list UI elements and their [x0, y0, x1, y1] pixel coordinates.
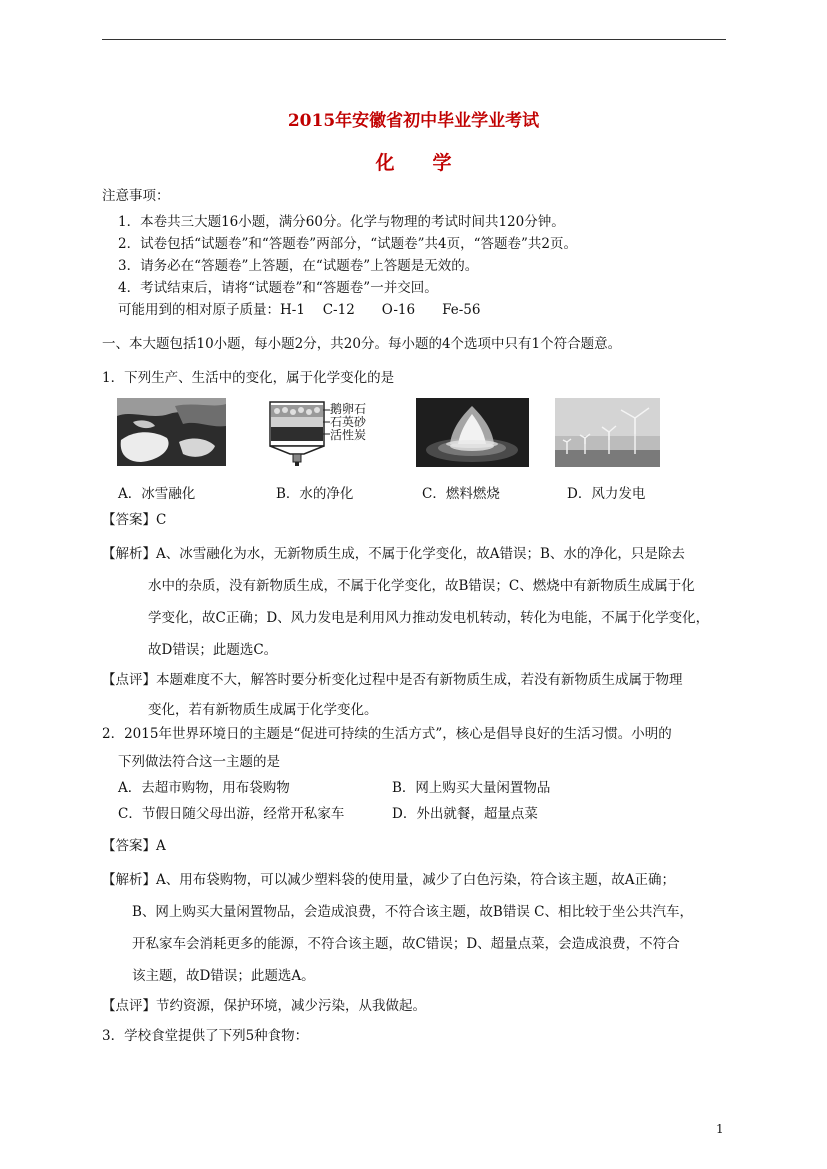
q1-option-b: B．水的净化: [276, 486, 354, 502]
q1-answer: 【答案】C: [102, 512, 167, 528]
filter-label-quartz-sand: 石英砂: [330, 415, 367, 429]
question-1-stem: 1．下列生产、生活中的变化，属于化学变化的是: [102, 370, 395, 386]
notice-item: 1．本卷共三大题16小题，满分60分。化学与物理的考试时间共120分钟。: [118, 214, 565, 230]
q1-analysis-line: 学变化，故C正确；D、风力发电是利用风力推动发电机转动，转化为电能，不属于化学变化，: [148, 610, 710, 626]
q2-analysis-line: B、网上购买大量闲置物品，会造成浪费，不符合该主题，故B错误 C、相比较于坐公共汽车，: [132, 904, 693, 920]
q1-analysis-line: 水中的杂质，没有新物质生成，不属于化学变化，故B错误；C、燃烧中有新物质生成属于化: [148, 578, 695, 594]
q2-answer: 【答案】A: [102, 838, 166, 854]
subject-title: 化学: [375, 152, 490, 174]
question-2-stem: 下列做法符合这一主题的是: [118, 754, 280, 770]
exam-title: 2015年安徽省初中毕业学业考试: [287, 111, 540, 131]
wind-turbines-image: [555, 398, 660, 467]
section-1-heading: 一、本大题包括10小题，每小题2分，共20分。每小题的4个选项中只有1个符合题意。: [102, 336, 622, 352]
header-rule: [102, 39, 726, 40]
ice-melting-image: [117, 398, 226, 466]
gas-flame-image: [416, 398, 529, 467]
q2-option-a: A．去超市购物，用布袋购物: [118, 780, 290, 796]
notice-item: 4．考试结束后，请将“试题卷”和“答题卷”一并交回。: [118, 280, 438, 296]
q1-option-d: D．风力发电: [567, 486, 646, 502]
water-filter-diagram: [268, 398, 380, 470]
q2-analysis-line: 该主题，故D错误；此题选A。: [132, 968, 315, 984]
question-2-stem: 2．2015年世界环境日的主题是“促进可持续的生活方式”，核心是倡导良好的生活习惯。小明的: [102, 726, 672, 742]
q1-comment-line: 【点评】本题难度不大，解答时要分析变化过程中是否有新物质生成，若没有新物质生成属于物理: [102, 672, 683, 688]
q2-comment: 【点评】节约资源，保护环境，减少污染，从我做起。: [102, 998, 426, 1014]
q1-analysis-line: 故D错误；此题选C。: [148, 642, 278, 658]
filter-label-pebbles: 鹅卵石: [330, 402, 367, 416]
q1-option-a: A．冰雪融化: [118, 486, 196, 502]
notice-item: 2．试卷包括“试题卷”和“答题卷”两部分，“试题卷”共4页，“答题卷”共2页。: [118, 236, 577, 252]
q2-option-b: B．网上购买大量闲置物品: [392, 780, 551, 796]
notice-item: 3．请务必在“答题卷”上答题，在“试题卷”上答题是无效的。: [118, 258, 479, 274]
q1-comment-line: 变化，若有新物质生成属于化学变化。: [148, 702, 378, 718]
atomic-mass-line: 可能用到的相对原子质量：H-1 C-12 O-16 Fe-56: [118, 302, 481, 318]
q1-option-c: C．燃料燃烧: [422, 486, 500, 502]
q2-option-c: C．节假日随父母出游，经常开私家车: [118, 806, 345, 822]
question-3-stem: 3．学校食堂提供了下列5种食物：: [102, 1028, 309, 1044]
filter-label-activated-carbon: 活性炭: [330, 428, 367, 442]
page-number: 1: [716, 1122, 724, 1136]
notice-heading: 注意事项：: [102, 188, 170, 204]
q2-analysis-line: 【解析】A、用布袋购物，可以减少塑料袋的使用量，减少了白色污染，符合该主题，故A正确；: [102, 872, 675, 888]
q2-analysis-line: 开私家车会消耗更多的能源，不符合该主题，故C错误；D、超量点菜，会造成浪费，不符合: [132, 936, 680, 952]
q1-analysis-line: 【解析】A、冰雪融化为水，无新物质生成，不属于化学变化，故A错误；B、水的净化，只是除去: [102, 546, 685, 562]
q2-option-d: D．外出就餐，超量点菜: [392, 806, 538, 822]
